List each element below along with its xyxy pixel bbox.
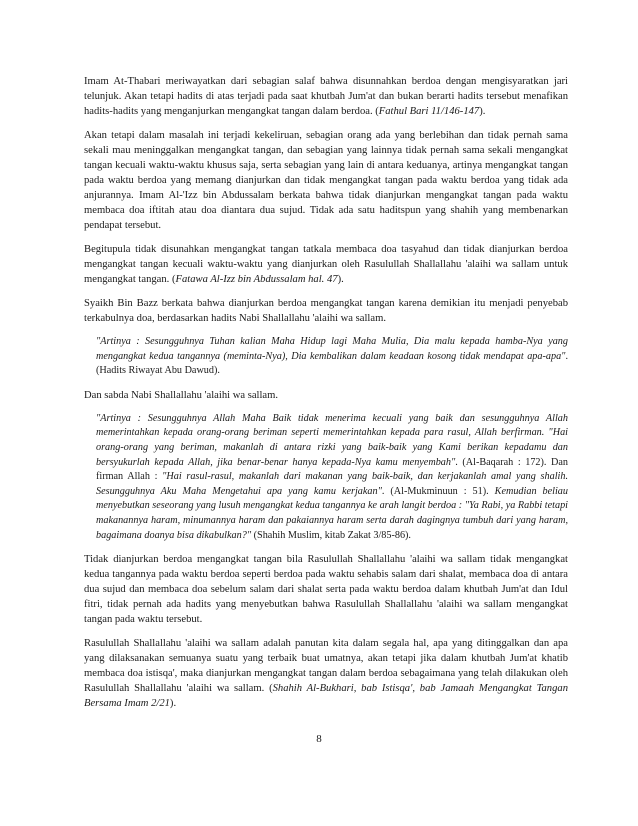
quote-text: "Hai rasul-rasul, makanlah dari makanan yang baik-baik, dan kerjakanlah amal yang shalih. Sesungguhnya Aku Maha Mengetahui apa yang kamu kerjakan" <box>96 471 568 497</box>
paragraph-text: Dan sabda Nabi Shallallahu 'alaihi wa sallam. <box>84 389 279 401</box>
paragraph-7 <box>84 636 568 711</box>
quote-text: Kemudian beliau menyebutkan seseorang yang lusuh mengangkat kedua tangannya ke arah langit berdoa : "Ya Rabi, ya Rabbi tetapi makanannya haram, minumannya haram dan pakaiannya haram serta darah dagingnya tumbuh dari yang haram, bagaimana doanya bisa dikabulkan?" <box>96 485 568 541</box>
paragraph-2 <box>84 128 568 233</box>
citation: Fathul Bari 11/146-147 <box>378 106 480 117</box>
quote-text: "Artinya : Sesungguhnya Allah Maha Baik tidak menerima kecuali yang baik dan sesungguhnya Allah memerintahkan kepada orang-orang beriman seperti memerintahkan kepada para rasul, Allah berfirman. "Hai orang-orang yang beriman, makanlah di antara rizki yang baik-baik yang Kami berikan kepadamu dan bersyukurlah kepada Allah, jika benar-benar hanya kepada-Nya kamu menyembah" <box>96 412 568 468</box>
citation: Fatawa Al-Izz bin Abdussalam hal. 47 <box>175 274 338 285</box>
paragraph-3 <box>84 242 568 287</box>
quote-source: (Shahih Muslim, kitab Zakat 3/85-86). <box>251 529 411 541</box>
paragraph-text: Begitupula tidak disunahkan mengangkat tangan tatkala membaca doa tasyahud dan tidak dianjurkan berdoa mengangkat tangan kecuali waktu-waktu yang dianjurkan oleh Rasulullah Shallallahu 'alaihi wa sallam untuk mengangkat tangan. ( <box>84 244 568 285</box>
paragraph-6 <box>84 552 568 627</box>
hadith-quote-2 <box>96 412 568 543</box>
paragraph-text: ). <box>479 106 486 117</box>
page-number: 8 <box>316 733 322 745</box>
paragraph-text: Akan tetapi dalam masalah ini terjadi kekeliruan, sebagian orang ada yang berlebihan dan tidak pernah sama sekali mau meninggalkan mengangkat tangan, dan sebagian yang lainnya tidak pernah sama sekali mengangkat tangan kecuali waktu-waktu khusus saja, serta sebagian yang lain di antara keduanya, artinya mengangkat tangan pada waktu berdoa yang memang dianjurkan dan tidak mengangkat tangan pada waktu berdoa yang tidak ada anjurannya. Imam Al-'Izz bin Abdussalam berkata bahwa tidak dianjurkan mengangkat tangan pada waktu membaca doa iftitah atau doa diantara dua sujud. Tidak ada satu haditspun yang shahih yang membenarkan pendapat tersebut. <box>84 130 568 231</box>
body-text <box>84 74 568 720</box>
paragraph-text: Imam At-Thabari meriwayatkan dari sebagian salaf bahwa disunnahkan berdoa dengan mengisyaratkan jari telunjuk. Akan tetapi hadits di atas terjadi pada saat khutbah Jum'at dan bukan berarti hadits tersebut menafikan hadits-hadits yang menganjurkan mengangkat tangan dalam berdoa. ( <box>84 76 568 117</box>
paragraph-text: Tidak dianjurkan berdoa mengangkat tangan bila Rasulullah Shallallahu 'alaihi wa sallam tidak mengangkat kedua tangannya pada waktu berdoa seperti berdoa pada waktu sehabis salam dari shalat, membaca doa di antara dua sujud dan membaca doa sebelum salam dari shalat serta pada waktu berdoa dalam khutbah Jum'at dan Idul fitri, tidak pernah ada hadits yang menyebutkan bahwa Rasulullah Shallallahu 'alaihi wa sallam mengangkat tangan pada waktu tersebut. <box>84 554 568 626</box>
quote-source: . (Al-Baqarah : 172). Dan firman Allah : <box>96 456 568 483</box>
paragraph-text: Rasulullah Shallallahu 'alaihi wa sallam adalah panutan kita dalam segala hal, apa yang ditinggalkan dan apa yang dilaksanakan semuanya suatu yang terbaik buat umatnya, akan tetapi jika dalam khutbah Jum'at khatib membaca doa istisqa', maka dianjurkan mengangkat tangan dalam berdoa sebagaimana yang telah dilakukan oleh Rasulullah Shallallahu 'alaihi wa sallam. ( <box>84 638 568 695</box>
paragraph-1 <box>84 74 568 119</box>
paragraph-4 <box>84 296 568 326</box>
hadith-quote-1 <box>96 335 568 379</box>
quote-text: "Artinya : Sesungguhnya Tuhan kalian Maha Hidup lagi Maha Mulia, Dia malu kepada hamba-Nya yang mengangkat kedua tangannya (meminta-Nya), Dia kembalikan dalam keadaan kosong tidak mendapat apa-apa" <box>96 336 568 362</box>
paragraph-text: ). <box>169 698 177 710</box>
paragraph-5 <box>84 388 568 403</box>
citation: Shahih Al-Bukhari, bab Istisqa', bab Jamaah Mengangkat Tangan Bersama Imam 2/21 <box>84 683 568 710</box>
paragraph-text: ). <box>337 274 344 285</box>
quote-source: . (Al-Mukminuun : 51). <box>381 485 495 497</box>
quote-source: . (Hadits Riwayat Abu Dawud). <box>96 350 568 377</box>
paragraph-text: Syaikh Bin Bazz berkata bahwa dianjurkan berdoa mengangkat tangan karena demikian itu menjadi penyebab terkabulnya doa, berdasarkan hadits Nabi Shallallahu 'alaihi wa sallam. <box>84 298 568 324</box>
